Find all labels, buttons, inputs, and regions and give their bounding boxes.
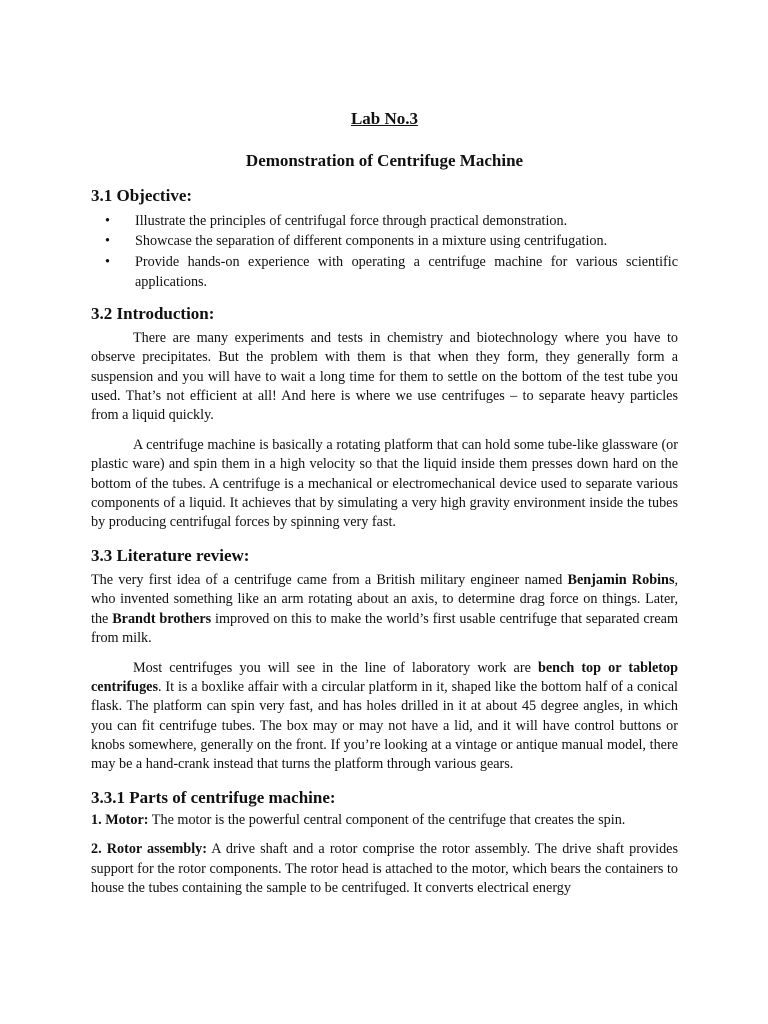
item-label: 1. Motor: — [91, 812, 149, 829]
list-item-text: Provide hands-on experience with operating a centrifuge machine for various scientific applications. — [135, 253, 678, 290]
item-text: A drive shaft and a rotor comprise the rotor assembly. The drive shaft provides support for the rotor components. The rotor head is attached to the motor, which bears the containers to house the tubes containing the sample to be centrifuged. It converts electrical energy — [91, 841, 678, 896]
introduction-paragraph-2: A centrifuge machine is basically a rotating platform that can hold some tube-like glassware (or plastic ware) and spin them in a high velocity so that the liquid inside them presses down hard on the bottom of the tubes. A centrifuge is a mechanical or electromechanical device used to separate various components of a liquid. It achieves that by simulating a very high gravity environment inside the tubes by producing centrifugal forces by spinning very fast. — [91, 437, 678, 531]
objective-list — [91, 211, 678, 292]
text-run: Most centrifuges you will see in the line of laboratory work are — [133, 660, 538, 677]
list-item-text: Showcase the separation of different components in a mixture using centrifugation. — [135, 233, 608, 250]
literature-heading: 3.3 Literature review: — [91, 546, 250, 566]
document-page — [91, 108, 678, 898]
item-text: The motor is the powerful central component of the centrifuge that creates the spin. — [148, 812, 626, 829]
bold-term: Brandt brothers — [112, 610, 212, 627]
objective-heading: 3.1 Objective: — [91, 186, 193, 205]
list-item — [91, 211, 678, 231]
list-item-text: Illustrate the principles of centrifugal force through practical demonstration. — [135, 213, 568, 229]
list-item — [91, 252, 678, 293]
text-run: . It is a boxlike affair with a circular platform in it, shaped like the bottom half of a conical flask. The platform can spin very fast, and has holes drilled in it at about 45 degree angles, in which you can fit centrifuge tubes. The box may or may not have a lid, and it will have control buttons or knobs somewhere, generally on the front. If you’re looking at a vintage or antique manual model, there may be a hand-crank instead that turns the platform through various gears. — [91, 679, 678, 773]
introduction-heading: 3.2 Introduction: — [91, 304, 215, 324]
item-label: 2. Rotor assembly: — [91, 841, 207, 858]
literature-paragraph-2 — [91, 659, 678, 774]
list-item — [91, 231, 678, 251]
text-run: improved on this to make the world’s first usable centrifuge that separated cream from milk. — [91, 610, 678, 646]
text-run: , who invented something like an arm rotating about an axis, to determine drag force on things. Later, the — [91, 572, 679, 627]
bullet-icon: • — [105, 213, 110, 229]
bold-term: Benjamin Robins — [567, 572, 675, 589]
text-run: The very first idea of a centrifuge came from a British military engineer named — [91, 572, 568, 589]
parts-item-motor — [91, 811, 678, 830]
document-title: Demonstration of Centrifuge Machine — [245, 151, 524, 170]
parts-heading: 3.3.1 Parts of centrifuge machine: — [91, 788, 336, 808]
bullet-icon: • — [105, 253, 110, 270]
literature-paragraph-1 — [91, 571, 678, 648]
bold-term: bench top or tabletop centrifuges — [91, 660, 678, 696]
parts-item-rotor — [91, 840, 678, 898]
lab-title: Lab No.3 — [350, 109, 419, 128]
introduction-paragraph-1: There are many experiments and tests in chemistry and biotechnology where you have to observe precipitates. But the problem with them is that when they form, they generally form a suspension and you will have to wait a long time for them to settle on the bottom of the test tube you used. That’s not efficient at all! And here is where we use centrifuges – to separate heavy particles from a liquid quickly. — [91, 330, 678, 423]
bullet-icon: • — [105, 233, 110, 250]
